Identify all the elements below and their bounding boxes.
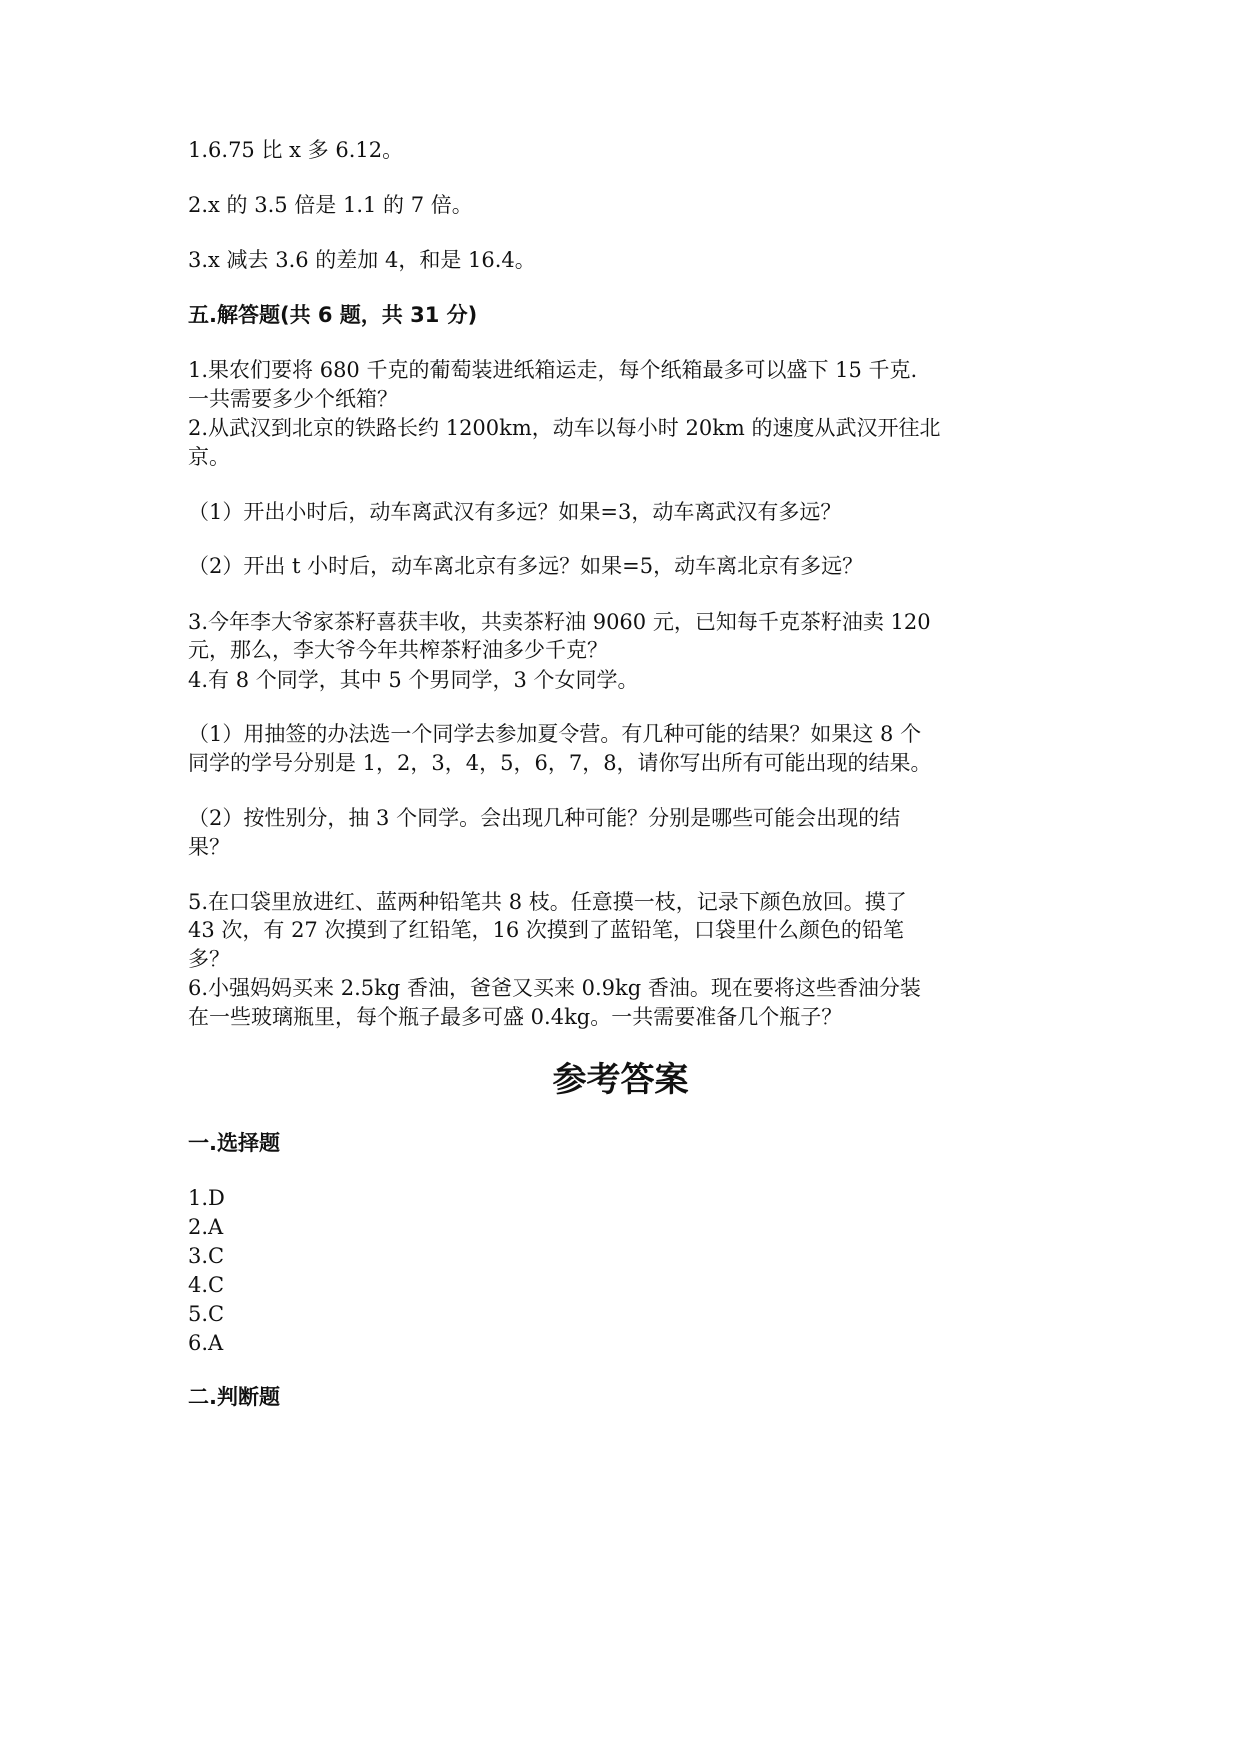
equation-1: 1.6.75 比 x 多 6.12。 bbox=[188, 138, 404, 162]
question-1-line-1: 1.果农们要将 680 千克的葡萄装进纸箱运走，每个纸箱最多可以盛下 15 千克. bbox=[188, 358, 918, 382]
question-4-part-2-line-1: （2）按性别分，抽 3 个同学。会出现几种可能？分别是哪些可能会出现的结 bbox=[188, 806, 901, 830]
answer-choice-2: 2.A bbox=[188, 1215, 224, 1239]
question-3-line-2: 元，那么，李大爷今年共榨茶籽油多少千克？ bbox=[188, 638, 608, 662]
answer-choice-5: 5.C bbox=[188, 1302, 225, 1326]
question-6-line-2: 在一些玻璃瓶里，每个瓶子最多可盛 0.4kg。一共需要准备几个瓶子？ bbox=[188, 1005, 843, 1029]
equation-3: 3.x 减去 3.6 的差加 4，和是 16.4。 bbox=[188, 248, 536, 272]
equation-2: 2.x 的 3.5 倍是 1.1 的 7 倍。 bbox=[188, 193, 473, 217]
answers-section-2-heading: 二.判断题 bbox=[188, 1385, 280, 1409]
question-5-line-3: 多？ bbox=[188, 947, 230, 971]
question-4-part-2-line-2: 果？ bbox=[188, 835, 230, 859]
question-2-line-2: 京。 bbox=[188, 445, 230, 469]
question-6-line-1: 6.小强妈妈买来 2.5kg 香油，爸爸又买来 0.9kg 香油。现在要将这些香油分装 bbox=[188, 976, 921, 1000]
answers-section-1-heading: 一.选择题 bbox=[188, 1131, 280, 1155]
answer-choice-4: 4.C bbox=[188, 1273, 225, 1297]
question-4-part-1-line-1: （1）用抽签的办法选一个同学去参加夏令营。有几种可能的结果？如果这 8 个 bbox=[188, 722, 922, 746]
section-heading-5: 五.解答题(共 6 题，共 31 分) bbox=[188, 303, 478, 327]
question-5-line-1: 5.在口袋里放进红、蓝两种铅笔共 8 枝。任意摸一枝，记录下颜色放回。摸了 bbox=[188, 890, 907, 914]
answer-choice-3: 3.C bbox=[188, 1244, 225, 1268]
question-2-line-1: 2.从武汉到北京的铁路长约 1200km，动车以每小时 20km 的速度从武汉开往北 bbox=[188, 416, 941, 440]
question-1-line-2: 一共需要多少个纸箱？ bbox=[188, 387, 398, 411]
question-3-line-1: 3.今年李大爷家茶籽喜获丰收，共卖茶籽油 9060 元，已知每千克茶籽油卖 120 bbox=[188, 610, 931, 634]
answer-choice-6: 6.A bbox=[188, 1331, 224, 1355]
question-4-part-1-line-2: 同学的学号分别是 1，2，3，4，5，6，7，8，请你写出所有可能出现的结果。 bbox=[188, 751, 932, 775]
question-5-line-2: 43 次，有 27 次摸到了红铅笔，16 次摸到了蓝铅笔，口袋里什么颜色的铅笔 bbox=[188, 918, 904, 942]
question-2-part-1: （1）开出小时后，动车离武汉有多远？如果=3，动车离武汉有多远？ bbox=[188, 500, 842, 524]
answers-title: 参考答案 bbox=[552, 1060, 689, 1100]
answer-choice-1: 1.D bbox=[188, 1186, 225, 1210]
question-4: 4.有 8 个同学，其中 5 个男同学，3 个女同学。 bbox=[188, 668, 639, 692]
question-2-part-2: （2）开出 t 小时后，动车离北京有多远？如果=5，动车离北京有多远？ bbox=[188, 554, 864, 578]
